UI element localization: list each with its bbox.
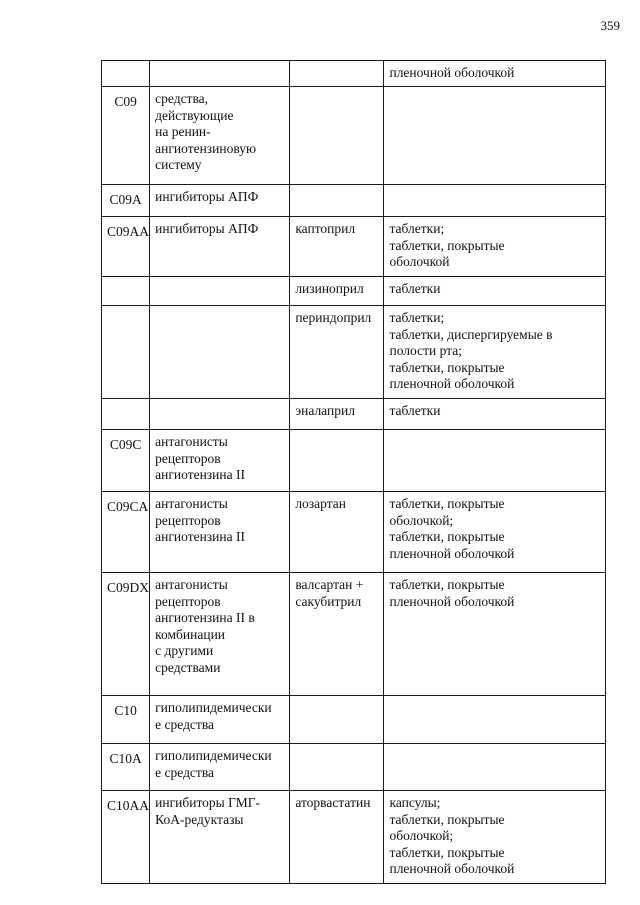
form-line: таблетки, покрытые xyxy=(389,359,505,375)
form-line: пленочной оболочкой xyxy=(389,65,515,80)
drug-line: эналаприл xyxy=(295,403,355,418)
dosage-form-cell xyxy=(384,492,606,573)
group-line: гиполипидемически xyxy=(155,748,272,763)
group-line: ингибиторы АПФ xyxy=(155,189,259,204)
atc-code: C10 xyxy=(114,703,137,718)
group-line: на ренин- xyxy=(155,124,211,139)
group-line: ангиотензина II xyxy=(155,467,245,482)
drug-name-cell xyxy=(290,492,384,573)
atc-code: C09AA xyxy=(107,224,150,239)
group-line: рецепторов xyxy=(155,450,221,466)
drug-line: сакубитрил xyxy=(295,593,362,609)
table-row xyxy=(102,399,606,430)
drug-line: лозартан xyxy=(295,496,346,511)
dosage-form-cell xyxy=(384,399,606,430)
group-line: антагонисты xyxy=(155,434,228,449)
group-line: ингибиторы ГМГ- xyxy=(155,795,261,810)
anatomical-group-cell xyxy=(150,744,290,791)
drug-line: каптоприл xyxy=(295,221,356,236)
atc-code-cell xyxy=(102,217,150,277)
table-row xyxy=(102,791,606,884)
dosage-form-cell xyxy=(384,277,606,306)
group-line: рецепторов xyxy=(155,512,221,528)
group-line: ангиотензиновую xyxy=(155,140,257,156)
form-line: таблетки, покрытые xyxy=(389,529,505,544)
atc-code-cell xyxy=(102,399,150,430)
dosage-form-cell xyxy=(384,61,606,87)
form-line: пленочной оболочкой xyxy=(389,861,515,876)
form-line: таблетки; xyxy=(389,221,445,236)
table-row xyxy=(102,573,606,696)
dosage-form-cell xyxy=(384,696,606,744)
dosage-form-cell xyxy=(384,185,606,217)
table-row xyxy=(102,696,606,744)
form-line: полости рта; xyxy=(389,343,462,358)
dosage-form-cell xyxy=(384,744,606,791)
anatomical-group-cell xyxy=(150,492,290,573)
anatomical-group-cell xyxy=(150,277,290,306)
form-line: таблетки, диспергируемые в xyxy=(389,326,553,342)
form-line: оболочкой xyxy=(389,254,450,269)
table-row xyxy=(102,87,606,185)
anatomical-group-cell xyxy=(150,217,290,277)
form-line: пленочной оболочкой xyxy=(389,376,515,391)
form-line: таблетки, покрытые xyxy=(389,844,505,860)
dosage-form-cell xyxy=(384,217,606,277)
anatomical-group-cell xyxy=(150,573,290,696)
atc-code-cell xyxy=(102,430,150,492)
form-line: оболочкой; xyxy=(389,512,454,528)
atc-code-cell xyxy=(102,573,150,696)
anatomical-group-cell xyxy=(150,61,290,87)
drug-name-cell xyxy=(290,430,384,492)
form-line: таблетки xyxy=(389,281,441,296)
atc-code: C09 xyxy=(114,94,137,109)
atc-code-cell xyxy=(102,61,150,87)
group-line: ангиотензина II xyxy=(155,529,245,544)
drug-name-cell xyxy=(290,696,384,744)
group-line: комбинации xyxy=(155,626,226,642)
drug-line: валсартан + xyxy=(295,577,364,592)
atc-code-cell xyxy=(102,791,150,884)
form-line: пленочной оболочкой xyxy=(389,545,515,561)
group-line: средства, xyxy=(155,91,209,106)
atc-code: C09CA xyxy=(107,499,149,514)
dosage-form-cell xyxy=(384,87,606,185)
atc-code-cell xyxy=(102,87,150,185)
table-row xyxy=(102,430,606,492)
dosage-form-cell xyxy=(384,573,606,696)
anatomical-group-cell xyxy=(150,430,290,492)
drug-name-cell xyxy=(290,744,384,791)
atc-code: C09DX xyxy=(107,580,150,595)
form-line: таблетки xyxy=(389,403,441,418)
atc-code: C10AA xyxy=(107,798,150,813)
group-line: систему xyxy=(155,157,202,172)
dosage-form-cell xyxy=(384,430,606,492)
anatomical-group-cell xyxy=(150,399,290,430)
atc-code: C09C xyxy=(109,437,142,452)
drug-name-cell xyxy=(290,87,384,185)
drug-name-cell xyxy=(290,399,384,430)
drug-name-cell xyxy=(290,277,384,306)
group-line: средствами xyxy=(155,659,221,675)
drug-classification-table xyxy=(101,60,606,884)
group-line: антагонисты xyxy=(155,496,228,511)
atc-code-cell xyxy=(102,277,150,306)
table-row xyxy=(102,744,606,791)
dosage-form-cell xyxy=(384,306,606,399)
group-line: гиполипидемически xyxy=(155,700,272,715)
drug-line: аторвастатин xyxy=(295,795,371,810)
table-row xyxy=(102,277,606,306)
anatomical-group-cell xyxy=(150,87,290,185)
table-row xyxy=(102,217,606,277)
drug-name-cell xyxy=(290,61,384,87)
form-line: таблетки, покрытые xyxy=(389,577,505,592)
drug-name-cell xyxy=(290,217,384,277)
anatomical-group-cell xyxy=(150,306,290,399)
form-line: таблетки, покрытые xyxy=(389,496,505,511)
table-row xyxy=(102,185,606,217)
group-line: рецепторов xyxy=(155,593,221,609)
table-row xyxy=(102,61,606,87)
table-row xyxy=(102,492,606,573)
anatomical-group-cell xyxy=(150,185,290,217)
form-line: пленочной оболочкой xyxy=(389,593,515,609)
atc-code: C09A xyxy=(109,192,142,207)
drug-name-cell xyxy=(290,573,384,696)
form-line: таблетки, покрытые xyxy=(389,811,505,827)
group-line: ингибиторы АПФ xyxy=(155,221,259,236)
group-line: е средства xyxy=(155,716,215,732)
atc-code-cell xyxy=(102,185,150,217)
form-line: оболочкой; xyxy=(389,828,454,843)
drug-name-cell xyxy=(290,791,384,884)
atc-code-cell xyxy=(102,492,150,573)
atc-code-cell xyxy=(102,696,150,744)
anatomical-group-cell xyxy=(150,791,290,884)
drug-name-cell xyxy=(290,306,384,399)
form-line: таблетки, покрытые xyxy=(389,237,505,253)
group-line: действующие xyxy=(155,107,234,123)
drug-line: периндоприл xyxy=(295,310,372,325)
drug-line: лизиноприл xyxy=(295,281,364,296)
anatomical-group-cell xyxy=(150,696,290,744)
dosage-form-cell xyxy=(384,791,606,884)
form-line: таблетки; xyxy=(389,310,445,325)
drug-name-cell xyxy=(290,185,384,217)
form-line: капсулы; xyxy=(389,795,441,810)
group-line: с другими xyxy=(155,643,214,658)
group-line: ангиотензина II в xyxy=(155,610,255,625)
atc-code-cell xyxy=(102,306,150,399)
group-line: КоА-редуктазы xyxy=(155,811,244,827)
group-line: антагонисты xyxy=(155,577,228,592)
atc-code-cell xyxy=(102,744,150,791)
page-number: 359 xyxy=(600,18,620,33)
group-line: е средства xyxy=(155,764,215,780)
atc-code: C10A xyxy=(109,751,142,766)
table-row xyxy=(102,306,606,399)
